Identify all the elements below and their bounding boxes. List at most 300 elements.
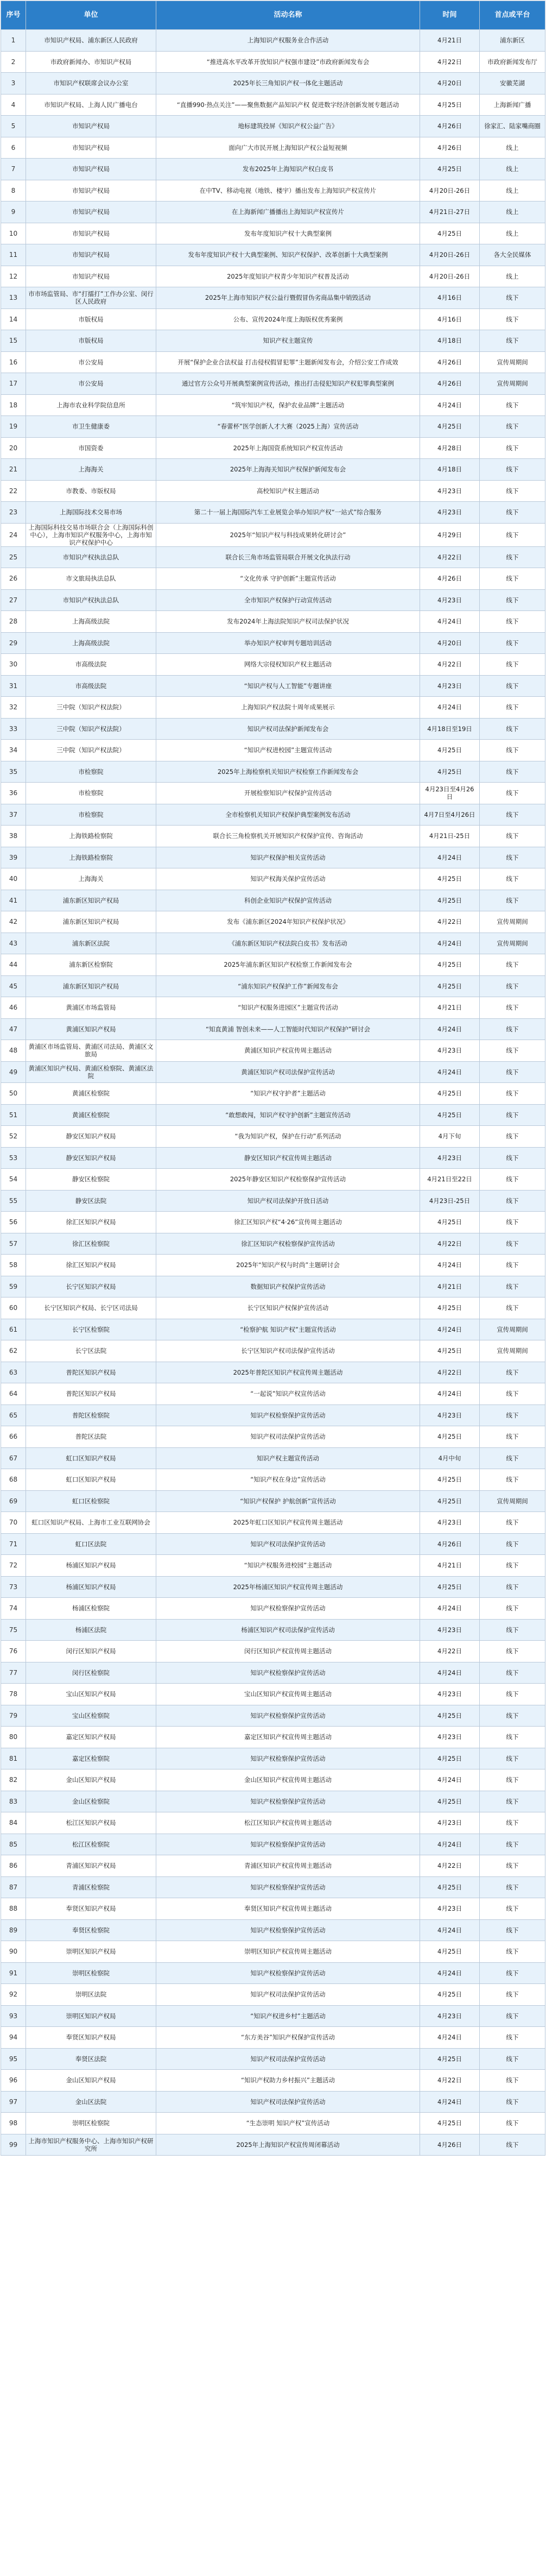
table-row [1, 783, 545, 804]
cell-unit: 长宁区检察院 [26, 1319, 156, 1340]
cell-platform: 线下 [480, 1018, 545, 1040]
cell-platform: 各大全民媒体 [480, 244, 545, 266]
cell-unit: 奉贤区知识产权局 [26, 2027, 156, 2049]
cell-activity: 面向广大市民开展上海知识产权公益短视频 [156, 137, 420, 159]
cell-platform: 线下 [480, 718, 545, 740]
cell-date: 4月16日 [420, 287, 480, 309]
cell-unit: 市知识产权局 [26, 266, 156, 287]
table-row [1, 1212, 545, 1233]
cell-activity: “东方美谷”知识产权保护宣传活动 [156, 2027, 420, 2049]
cell-unit: 奉贤区知识产权局 [26, 1898, 156, 1920]
cell-platform: 线下 [480, 2113, 545, 2134]
cell-date: 4月25日 [420, 975, 480, 997]
table-row [1, 523, 545, 546]
table-row [1, 2048, 545, 2070]
cell-date: 4月25日 [420, 890, 480, 911]
cell-seq: 93 [1, 2005, 26, 2027]
cell-unit: 浦东新区知识产权局 [26, 890, 156, 911]
cell-unit: 崇明区知识产权局 [26, 1941, 156, 1963]
cell-seq: 10 [1, 223, 26, 244]
cell-seq: 22 [1, 480, 26, 502]
cell-platform: 线下 [480, 1512, 545, 1534]
table-row [1, 954, 545, 976]
cell-date: 4月16日 [420, 308, 480, 330]
table-body [1, 30, 545, 2156]
cell-platform: 线下 [480, 1147, 545, 1169]
cell-activity: 发布年度知识产权十大典型案例、知识产权保护、改革创新十大典型案例 [156, 244, 420, 266]
cell-seq: 26 [1, 568, 26, 590]
cell-date: 4月23日至4月26日 [420, 783, 480, 804]
cell-unit: 三中院（知识产权法院） [26, 697, 156, 719]
cell-date: 4月下旬 [420, 1126, 480, 1148]
cell-platform: 线下 [480, 1083, 545, 1105]
cell-activity: 知识产权保护相关宣传活动 [156, 847, 420, 868]
cell-unit: 市高级法院 [26, 654, 156, 676]
cell-activity: “浦东知识产权保护工作”新闻发布会 [156, 975, 420, 997]
table-row [1, 1190, 545, 1212]
table-row [1, 201, 545, 223]
cell-platform: 线下 [480, 1426, 545, 1448]
table-row [1, 2134, 545, 2156]
cell-unit: 奉贤区检察院 [26, 1919, 156, 1941]
cell-seq: 41 [1, 890, 26, 911]
cell-unit: 长宁区法院 [26, 1340, 156, 1362]
cell-date: 4月18日至19日 [420, 718, 480, 740]
cell-seq: 21 [1, 459, 26, 481]
cell-seq: 69 [1, 1490, 26, 1512]
cell-activity: 徐汇区知识产权检察保护宣传活动 [156, 1233, 420, 1255]
cell-seq: 84 [1, 1812, 26, 1834]
cell-activity: 闵行区知识产权宣传周主题活动 [156, 1641, 420, 1662]
cell-seq: 40 [1, 868, 26, 890]
cell-activity: 发布年度知识产权十大典型案例 [156, 223, 420, 244]
cell-activity: 网络大宗侵权知识产权主题活动 [156, 654, 420, 676]
cell-platform: 线下 [480, 1383, 545, 1405]
cell-activity: 发布2025年上海知识产权白皮书 [156, 159, 420, 180]
cell-platform: 线上 [480, 180, 545, 201]
cell-seq: 7 [1, 159, 26, 180]
cell-seq: 18 [1, 394, 26, 416]
cell-seq: 62 [1, 1340, 26, 1362]
table-row [1, 244, 545, 266]
table-row [1, 1662, 545, 1684]
table-row [1, 1512, 545, 1534]
cell-platform: 线上 [480, 137, 545, 159]
cell-platform: 线下 [480, 416, 545, 438]
cell-date: 4月18日 [420, 330, 480, 352]
table-row [1, 611, 545, 633]
cell-unit: 杨浦区知识产权局 [26, 1555, 156, 1577]
table-row [1, 1555, 545, 1577]
cell-unit: 三中院（知识产权法院） [26, 740, 156, 761]
cell-platform: 线下 [480, 761, 545, 783]
cell-unit: 上海市农业科学院信息所 [26, 394, 156, 416]
cell-unit: 普陀区检察院 [26, 1404, 156, 1426]
cell-unit: 市知识产权局 [26, 201, 156, 223]
cell-seq: 77 [1, 1662, 26, 1684]
cell-date: 4月20日-26日 [420, 244, 480, 266]
cell-date: 4月26日 [420, 351, 480, 373]
cell-unit: 金山区知识产权局 [26, 1769, 156, 1791]
cell-date: 4月18日 [420, 459, 480, 481]
cell-seq: 68 [1, 1469, 26, 1491]
cell-date: 4月21日 [420, 997, 480, 1019]
cell-unit: 闵行区检察院 [26, 1662, 156, 1684]
table-row [1, 287, 545, 309]
cell-activity: “知识产权服务进园区”主题宣传活动 [156, 997, 420, 1019]
cell-seq: 46 [1, 997, 26, 1019]
cell-seq: 49 [1, 1061, 26, 1083]
cell-activity: 宝山区知识产权宣传周主题活动 [156, 1684, 420, 1705]
cell-seq: 2 [1, 51, 26, 73]
table-row [1, 1404, 545, 1426]
cell-date: 4月中旬 [420, 1447, 480, 1469]
table-row [1, 1876, 545, 1898]
cell-unit: 市版权局 [26, 308, 156, 330]
cell-activity: 在中TV、移动电视（地铁、楼宇）播出发布上海知识产权宣传片 [156, 180, 420, 201]
cell-unit: 奉贤区法院 [26, 2048, 156, 2070]
table-row [1, 675, 545, 697]
cell-seq: 11 [1, 244, 26, 266]
table-row [1, 761, 545, 783]
cell-seq: 95 [1, 2048, 26, 2070]
cell-platform: 线下 [480, 1834, 545, 1855]
cell-activity: “知识产权进校园”主题宣传活动 [156, 740, 420, 761]
table-row [1, 826, 545, 847]
cell-platform: 线下 [480, 1941, 545, 1963]
cell-activity: 奉贤区知识产权宣传周主题活动 [156, 1898, 420, 1920]
cell-platform: 线下 [480, 1962, 545, 1984]
table-row [1, 654, 545, 676]
cell-unit: 崇明区检察院 [26, 2113, 156, 2134]
cell-seq: 38 [1, 826, 26, 847]
cell-unit: 市公安局 [26, 373, 156, 395]
cell-unit: 虹口区知识产权局 [26, 1469, 156, 1491]
cell-date: 4月24日 [420, 1255, 480, 1276]
cell-unit: 市教委、市版权局 [26, 480, 156, 502]
cell-activity: 黄浦区知识产权宣传周主题活动 [156, 1040, 420, 1062]
cell-seq: 97 [1, 2091, 26, 2113]
table-row [1, 890, 545, 911]
cell-platform: 线下 [480, 459, 545, 481]
cell-activity: 知识产权检察保护宣传活动 [156, 1834, 420, 1855]
cell-activity: 金山区知识产权宣传周主题活动 [156, 1769, 420, 1791]
cell-seq: 85 [1, 1834, 26, 1855]
cell-platform: 线下 [480, 1061, 545, 1083]
cell-seq: 57 [1, 1233, 26, 1255]
cell-platform: 线下 [480, 632, 545, 654]
cell-unit: 徐汇区知识产权局 [26, 1212, 156, 1233]
cell-activity: 崇明区知识产权宣传周主题活动 [156, 1941, 420, 1963]
cell-activity: 2025年度知识产权青少年知识产权普及活动 [156, 266, 420, 287]
cell-activity: 静安区知识产权宣传周主题活动 [156, 1147, 420, 1169]
cell-seq: 9 [1, 201, 26, 223]
cell-platform: 线下 [480, 1748, 545, 1769]
table-row [1, 116, 545, 137]
cell-platform: 线下 [480, 975, 545, 997]
table-row [1, 632, 545, 654]
cell-seq: 32 [1, 697, 26, 719]
cell-seq: 6 [1, 137, 26, 159]
cell-unit: 静安区检察院 [26, 1169, 156, 1191]
cell-activity: 2025年上海市知识产权公益行暨假冒伪劣商品集中销毁活动 [156, 287, 420, 309]
table-row [1, 740, 545, 761]
cell-seq: 19 [1, 416, 26, 438]
cell-seq: 15 [1, 330, 26, 352]
cell-platform: 线下 [480, 1040, 545, 1062]
cell-seq: 44 [1, 954, 26, 976]
cell-date: 4月24日 [420, 611, 480, 633]
cell-seq: 71 [1, 1533, 26, 1555]
cell-unit: 市国资委 [26, 437, 156, 459]
cell-platform: 线下 [480, 1555, 545, 1577]
cell-unit: 闵行区知识产权局 [26, 1641, 156, 1662]
cell-seq: 99 [1, 2134, 26, 2156]
table-row [1, 2005, 545, 2027]
cell-seq: 74 [1, 1598, 26, 1620]
cell-activity: 知识产权检察保护宣传活动 [156, 1919, 420, 1941]
table-row [1, 1018, 545, 1040]
cell-date: 4月25日 [420, 740, 480, 761]
cell-activity: 开展“保护企业合法权益 打击侵权假冒犯罪”主题新闻发布会，介绍公安工作成效 [156, 351, 420, 373]
cell-date: 4月22日 [420, 51, 480, 73]
table-row [1, 1919, 545, 1941]
cell-seq: 20 [1, 437, 26, 459]
cell-activity: 2025年静安区知识产权检察保护宣传活动 [156, 1169, 420, 1191]
cell-activity: 2025年“知识产权与时尚”主题研讨会 [156, 1255, 420, 1276]
cell-date: 4月22日 [420, 546, 480, 568]
table-row [1, 1576, 545, 1598]
cell-date: 4月26日 [420, 373, 480, 395]
cell-seq: 34 [1, 740, 26, 761]
cell-platform: 线下 [480, 1619, 545, 1641]
table-row [1, 2113, 545, 2134]
cell-platform: 线下 [480, 2091, 545, 2113]
cell-activity: “知识产权在身边”宣传活动 [156, 1469, 420, 1491]
cell-seq: 25 [1, 546, 26, 568]
cell-seq: 39 [1, 847, 26, 868]
cell-date: 4月25日 [420, 1298, 480, 1319]
cell-activity: 联合长三角检察机关开展知识产权保护宣传、咨询活动 [156, 826, 420, 847]
table-row [1, 697, 545, 719]
cell-date: 4月25日 [420, 1340, 480, 1362]
cell-unit: 金山区法院 [26, 2091, 156, 2113]
cell-unit: 上海海关 [26, 868, 156, 890]
cell-seq: 4 [1, 94, 26, 116]
cell-activity: “知识产权保护 护航创新”宣传活动 [156, 1490, 420, 1512]
cell-activity: “生态崇明 知识产权”宣传活动 [156, 2113, 420, 2134]
cell-unit: 三中院（知识产权法院） [26, 718, 156, 740]
cell-date: 4月23日 [420, 480, 480, 502]
cell-activity: 开展检察知识产权保护宣传活动 [156, 783, 420, 804]
cell-date: 4月24日 [420, 2027, 480, 2049]
table-row [1, 437, 545, 459]
cell-platform: 线下 [480, 1255, 545, 1276]
table-row [1, 308, 545, 330]
cell-seq: 89 [1, 1919, 26, 1941]
cell-platform: 线下 [480, 394, 545, 416]
cell-unit: 徐汇区知识产权局 [26, 1255, 156, 1276]
table-row [1, 223, 545, 244]
cell-unit: 上海高级法院 [26, 632, 156, 654]
cell-seq: 1 [1, 30, 26, 52]
cell-platform: 线下 [480, 1576, 545, 1598]
cell-date: 4月26日 [420, 116, 480, 137]
cell-unit: 虹口区检察院 [26, 1490, 156, 1512]
cell-activity: 知识产权检察保护宣传活动 [156, 1598, 420, 1620]
table-row [1, 394, 545, 416]
cell-activity: “知直黄浦 智创未来——人工智能时代知识产权保护”研讨会 [156, 1018, 420, 1040]
table-row [1, 1447, 545, 1469]
cell-unit: 上海国际科技交易市场联合会（上海国际科创中心），上海市知识产权服务中心，上海市知识产权保护中心 [26, 523, 156, 546]
cell-activity: 全市检察机关知识产权保护典型案例发布活动 [156, 804, 420, 826]
table-row [1, 1641, 545, 1662]
cell-seq: 29 [1, 632, 26, 654]
cell-seq: 24 [1, 523, 26, 546]
cell-date: 4月24日 [420, 847, 480, 868]
cell-seq: 54 [1, 1169, 26, 1191]
cell-seq: 70 [1, 1512, 26, 1534]
cell-date: 4月24日 [420, 1018, 480, 1040]
cell-unit: 黄浦区知识产权局 [26, 1018, 156, 1040]
cell-unit: 上海国际技术交易市场 [26, 502, 156, 524]
table-row [1, 1748, 545, 1769]
cell-date: 4月24日 [420, 1383, 480, 1405]
table-row [1, 546, 545, 568]
cell-platform: 线下 [480, 1812, 545, 1834]
cell-platform: 上海新闻广播 [480, 94, 545, 116]
cell-activity: 知识产权检察保护宣传活动 [156, 1404, 420, 1426]
table-row [1, 1340, 545, 1362]
table-row [1, 1490, 545, 1512]
table-row [1, 2027, 545, 2049]
cell-date: 4月21日 [420, 1276, 480, 1298]
cell-platform: 线下 [480, 1169, 545, 1191]
cell-platform: 线下 [480, 1727, 545, 1748]
table-row [1, 1255, 545, 1276]
table-row [1, 911, 545, 933]
cell-date: 4月21日-25日 [420, 826, 480, 847]
cell-date: 4月23日 [420, 2005, 480, 2027]
cell-unit: 虹口区知识产权局 [26, 1447, 156, 1469]
cell-date: 4月24日 [420, 394, 480, 416]
cell-platform: 宣传周期间 [480, 1490, 545, 1512]
table-row [1, 1169, 545, 1191]
table-row [1, 1383, 545, 1405]
cell-unit: 宝山区知识产权局 [26, 1684, 156, 1705]
table-row [1, 1598, 545, 1620]
cell-unit: 静安区知识产权局 [26, 1126, 156, 1148]
table-row [1, 1040, 545, 1062]
table-row [1, 1962, 545, 1984]
cell-date: 4月24日 [420, 1769, 480, 1791]
cell-activity: 知识产权检察保护宣传活动 [156, 1705, 420, 1727]
cell-activity: 第二十一届上海国际汽车工业展览会举办知识产权“一站式”综合服务 [156, 502, 420, 524]
cell-unit: 市知识产权局、上海人民广播电台 [26, 94, 156, 116]
cell-platform: 线下 [480, 502, 545, 524]
cell-activity: 2025年上海国资系统知识产权宣传活动 [156, 437, 420, 459]
cell-unit: 上海海关 [26, 459, 156, 481]
cell-platform: 线下 [480, 1898, 545, 1920]
cell-date: 4月25日 [420, 1104, 480, 1126]
table-row [1, 997, 545, 1019]
cell-unit: 市卫生健康委 [26, 416, 156, 438]
cell-date: 4月23日 [420, 1512, 480, 1534]
cell-date: 4月23日 [420, 1404, 480, 1426]
cell-seq: 61 [1, 1319, 26, 1340]
cell-activity: “敢想敢闯，知识产权守护创新”主题宣传活动 [156, 1104, 420, 1126]
cell-unit: 杨浦区检察院 [26, 1598, 156, 1620]
cell-date: 4月24日 [420, 697, 480, 719]
cell-platform: 线下 [480, 287, 545, 309]
cell-date: 4月21日-27日 [420, 201, 480, 223]
cell-platform: 线下 [480, 1469, 545, 1491]
table-row [1, 847, 545, 868]
cell-platform: 宣传周期间 [480, 933, 545, 954]
table-row [1, 51, 545, 73]
cell-platform: 线上 [480, 201, 545, 223]
cell-activity: 2025年上海检察机关知识产权检察工作新闻发布会 [156, 761, 420, 783]
cell-seq: 14 [1, 308, 26, 330]
cell-date: 4月24日 [420, 1962, 480, 1984]
cell-unit: 黄浦区检察院 [26, 1083, 156, 1105]
cell-unit: 浦东新区法院 [26, 933, 156, 954]
cell-activity: 知识产权司法保护开放日活动 [156, 1190, 420, 1212]
cell-unit: 崇明区法院 [26, 1984, 156, 2006]
cell-unit: 市知识产权执法总队 [26, 546, 156, 568]
table-row [1, 1276, 545, 1298]
cell-date: 4月25日 [420, 761, 480, 783]
cell-activity: 长宁区知识产权保护宣传活动 [156, 1298, 420, 1319]
cell-platform: 线下 [480, 308, 545, 330]
table-row [1, 1533, 545, 1555]
table-row [1, 1684, 545, 1705]
cell-platform: 线下 [480, 804, 545, 826]
table-row [1, 2091, 545, 2113]
cell-platform: 宣传周期间 [480, 373, 545, 395]
cell-date: 4月25日 [420, 1576, 480, 1598]
cell-unit: 市知识产权局 [26, 223, 156, 244]
cell-unit: 市版权局 [26, 330, 156, 352]
cell-platform: 线上 [480, 266, 545, 287]
cell-activity: 2025年普陀区知识产权宣传周主题活动 [156, 1362, 420, 1383]
cell-date: 4月21日至22日 [420, 1169, 480, 1191]
table-row [1, 1469, 545, 1491]
table-row [1, 718, 545, 740]
cell-activity: 2025年杨浦区知识产权宣传周主题活动 [156, 1576, 420, 1598]
cell-seq: 92 [1, 1984, 26, 2006]
cell-unit: 市检察院 [26, 804, 156, 826]
cell-seq: 63 [1, 1362, 26, 1383]
table-row [1, 480, 545, 502]
cell-date: 4月25日 [420, 1791, 480, 1812]
cell-seq: 94 [1, 2027, 26, 2049]
cell-date: 4月21日 [420, 1555, 480, 1577]
table-row [1, 1061, 545, 1083]
table-row [1, 933, 545, 954]
cell-activity: 知识产权检察保护宣传活动 [156, 1962, 420, 1984]
cell-platform: 线下 [480, 1791, 545, 1812]
cell-activity: 知识产权检察保护宣传活动 [156, 1748, 420, 1769]
cell-platform: 线下 [480, 1919, 545, 1941]
cell-date: 4月24日 [420, 933, 480, 954]
cell-seq: 80 [1, 1727, 26, 1748]
cell-unit: 黄浦区市场监管局 [26, 997, 156, 1019]
cell-seq: 67 [1, 1447, 26, 1469]
cell-date: 4月20日 [420, 632, 480, 654]
table-row [1, 1984, 545, 2006]
cell-seq: 12 [1, 266, 26, 287]
